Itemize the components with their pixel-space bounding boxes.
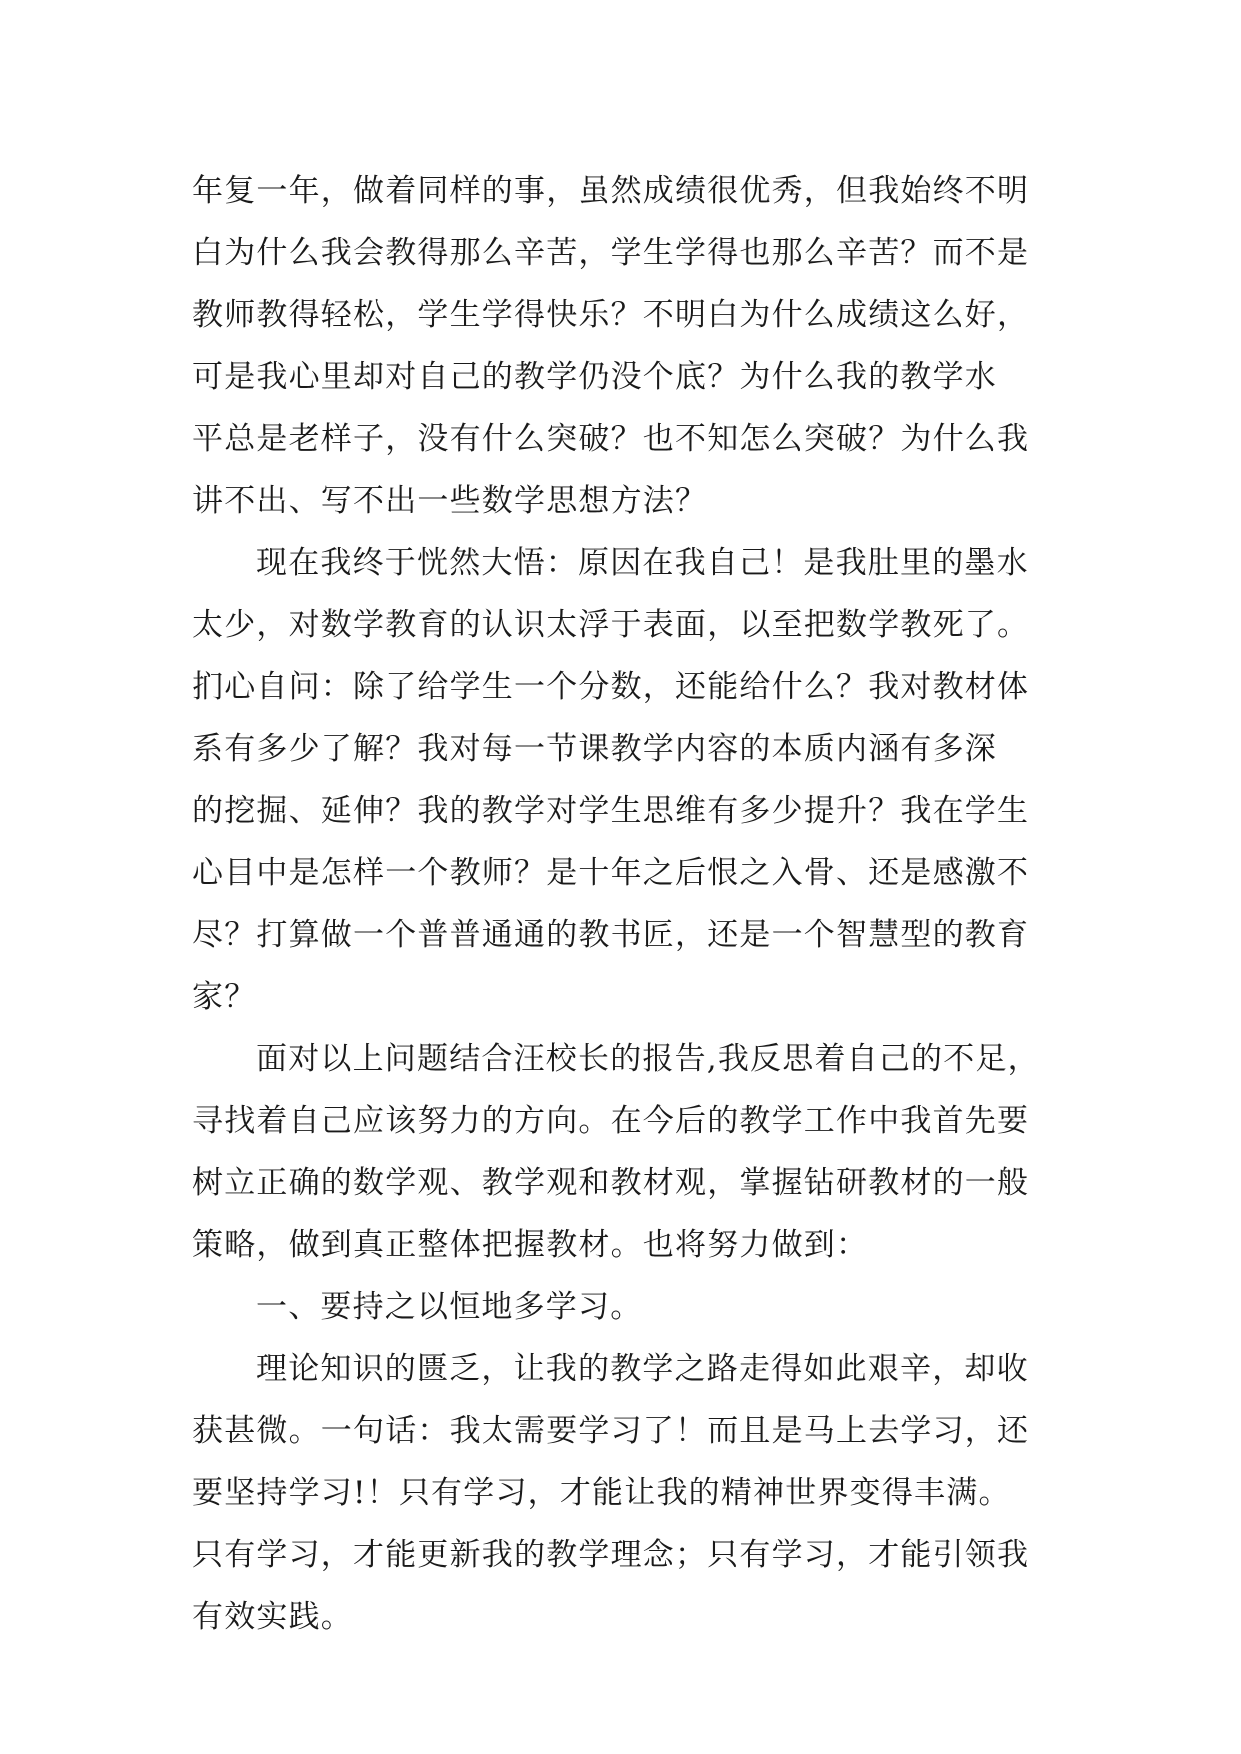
text-line: 太少，对数学教育的认识太浮于表面，以至把数学教死了。: [192, 607, 1030, 643]
text-line: 面对以上问题结合汪校长的报告,我反思着自己的不足，: [256, 1041, 1040, 1077]
text-line: 扪心自问：除了给学生一个分数，还能给什么？我对教材体: [192, 669, 1030, 705]
text-line: 获甚微。一句话：我太需要学习了！而且是马上去学习，还: [192, 1413, 1030, 1449]
text-line: 尽？打算做一个普普通通的教书匠，还是一个智慧型的教育: [192, 917, 1030, 953]
text-line: 教师教得轻松，学生学得快乐？不明白为什么成绩这么好，: [192, 297, 1030, 333]
text-line: 讲不出、写不出一些数学思想方法？: [192, 483, 708, 519]
section-heading: [192, 1276, 1052, 1338]
paragraph-2: [192, 532, 1052, 1028]
text-line: 理论知识的匮乏，让我的教学之路走得如此艰辛，却收: [256, 1351, 1029, 1387]
paragraph-5: [192, 1338, 1052, 1648]
text-line: 可是我心里却对自己的教学仍没个底？为什么我的教学水: [192, 359, 997, 395]
text-line: 有效实践。: [192, 1599, 353, 1635]
text-line: 只有学习，才能更新我的教学理念；只有学习，才能引领我: [192, 1537, 1030, 1573]
text-line: 平总是老样子，没有什么突破？也不知怎么突破？为什么我: [192, 421, 1030, 457]
text-line: 一、要持之以恒地多学习。: [256, 1289, 643, 1325]
text-line: 系有多少了解？我对每一节课教学内容的本质内涵有多深: [192, 731, 997, 767]
text-line: 策略，做到真正整体把握教材。也将努力做到：: [192, 1227, 869, 1263]
text-line: 要坚持学习!！只有学习，才能让我的精神世界变得丰满。: [192, 1475, 1011, 1511]
text-line: 白为什么我会教得那么辛苦，学生学得也那么辛苦？而不是: [192, 235, 1030, 271]
document-body: [192, 160, 1052, 1648]
paragraph-1: [192, 160, 1052, 532]
text-line: 树立正确的数学观、教学观和教材观，掌握钻研教材的一般: [192, 1165, 1030, 1201]
text-line: 年复一年，做着同样的事，虽然成绩很优秀，但我始终不明: [192, 173, 1030, 209]
text-line: 寻找着自己应该努力的方向。在今后的教学工作中我首先要: [192, 1103, 1030, 1139]
paragraph-3: [192, 1028, 1052, 1276]
text-line: 家？: [192, 979, 257, 1015]
text-line: 心目中是怎样一个教师？是十年之后恨之入骨、还是感激不: [192, 855, 1030, 891]
text-line: 现在我终于恍然大悟：原因在我自己！是我肚里的墨水: [256, 545, 1029, 581]
text-line: 的挖掘、延伸？我的教学对学生思维有多少提升？我在学生: [192, 793, 1030, 829]
